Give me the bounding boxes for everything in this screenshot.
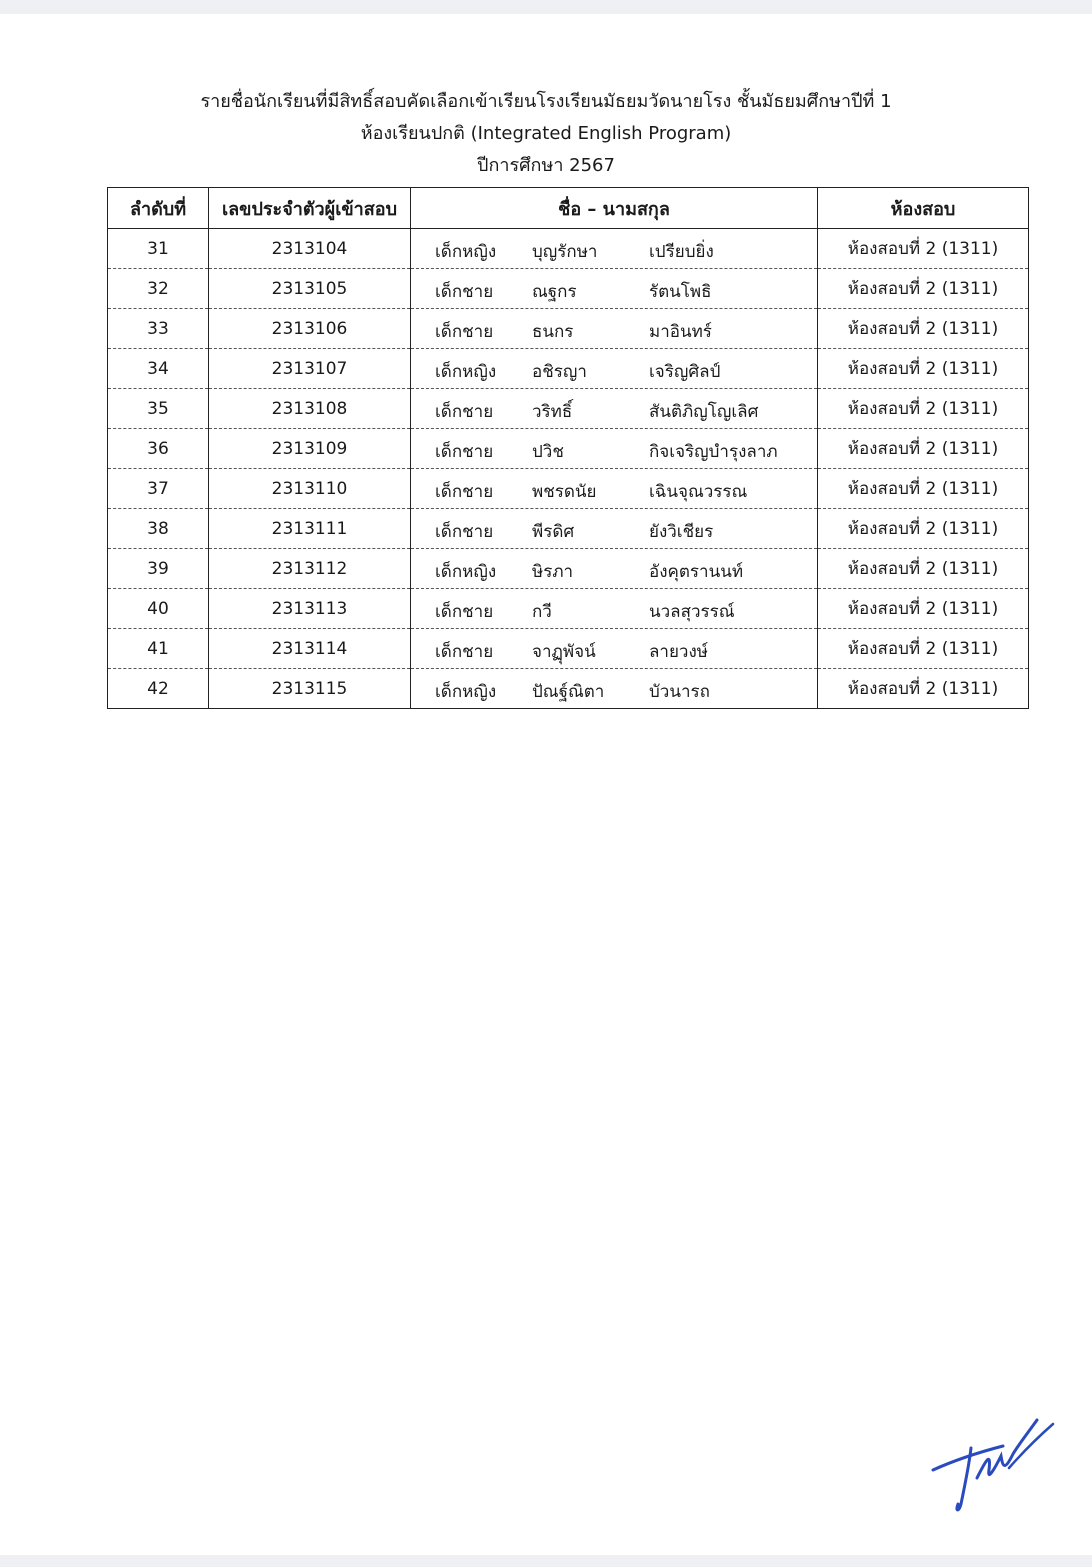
last-name: เฉินจุณวรรณ (649, 482, 748, 502)
seq-cell: 35 (108, 389, 209, 429)
first-name: ปัณฐ์ณิตา (532, 682, 605, 702)
exam-room-cell: ห้องสอบที่ 2 (1311) (818, 429, 1029, 469)
exam-room-cell: ห้องสอบที่ 2 (1311) (818, 549, 1029, 589)
name-cell (411, 469, 818, 509)
exam-id-cell: 2313111 (209, 509, 411, 549)
table-row (108, 549, 1029, 589)
table-row (108, 429, 1029, 469)
first-name: พชรดนัย (532, 482, 597, 502)
first-name: พีรดิศ (532, 522, 575, 542)
last-name: ลายวงษ์ (649, 642, 708, 662)
last-name: นวลสุวรรณ์ (649, 602, 735, 622)
seq-cell: 36 (108, 429, 209, 469)
last-name: ยังวิเชียร (649, 522, 714, 542)
first-name: ธนกร (532, 322, 574, 342)
exam-room-cell: ห้องสอบที่ 2 (1311) (818, 389, 1029, 429)
seq-cell: 37 (108, 469, 209, 509)
name-group (411, 269, 817, 308)
last-name: อังคุตรานนท์ (649, 562, 744, 582)
exam-id-cell: 2313114 (209, 629, 411, 669)
exam-room-cell: ห้องสอบที่ 2 (1311) (818, 589, 1029, 629)
name-group (411, 309, 817, 348)
last-name: รัตนโพธิ (649, 282, 712, 302)
name-title: เด็กหญิง (435, 682, 497, 702)
name-cell (411, 549, 818, 589)
name-group (411, 589, 817, 628)
name-cell (411, 309, 818, 349)
table-row (108, 229, 1029, 269)
name-title: เด็กชาย (435, 522, 494, 542)
exam-room-cell: ห้องสอบที่ 2 (1311) (818, 349, 1029, 389)
column-header-id: เลขประจำตัวผู้เข้าสอบ (209, 188, 411, 229)
name-group (411, 229, 817, 268)
name-cell (411, 229, 818, 269)
exam-room-cell: ห้องสอบที่ 2 (1311) (818, 629, 1029, 669)
academic-year: ปีการศึกษา 2567 (477, 155, 615, 176)
seq-cell: 39 (108, 549, 209, 589)
name-group (411, 469, 817, 508)
last-name: มาอินทร์ (649, 322, 712, 342)
name-group (411, 669, 817, 708)
first-name: บุญรักษา (532, 242, 598, 262)
exam-id-cell: 2313115 (209, 669, 411, 709)
name-group (411, 389, 817, 428)
name-title: เด็กชาย (435, 442, 494, 462)
column-header-room: ห้องสอบ (818, 188, 1029, 229)
exam-id-cell: 2313107 (209, 349, 411, 389)
name-title: เด็กชาย (435, 642, 494, 662)
last-name: สันติภิญโญเลิศ (649, 402, 759, 422)
name-cell (411, 269, 818, 309)
name-cell (411, 669, 818, 709)
table-row (108, 669, 1029, 709)
exam-room-cell: ห้องสอบที่ 2 (1311) (818, 509, 1029, 549)
exam-room-cell: ห้องสอบที่ 2 (1311) (818, 269, 1029, 309)
last-name: เปรียบยิ่ง (649, 242, 714, 262)
name-title: เด็กหญิง (435, 242, 497, 262)
column-header-seq: ลำดับที่ (108, 188, 209, 229)
exam-id-cell: 2313110 (209, 469, 411, 509)
exam-room-cell: ห้องสอบที่ 2 (1311) (818, 469, 1029, 509)
name-title: เด็กชาย (435, 402, 494, 422)
exam-id-cell: 2313109 (209, 429, 411, 469)
seq-cell: 38 (108, 509, 209, 549)
name-cell (411, 509, 818, 549)
page-bottom-band (0, 1555, 1092, 1567)
first-name: ปวิช (532, 442, 564, 462)
table-body (108, 229, 1029, 709)
exam-room-cell: ห้องสอบที่ 2 (1311) (818, 309, 1029, 349)
exam-id-cell: 2313113 (209, 589, 411, 629)
last-name: กิจเจริญบำรุงลาภ (649, 442, 778, 462)
name-cell (411, 429, 818, 469)
seq-cell: 33 (108, 309, 209, 349)
name-group (411, 549, 817, 588)
table-header-row (108, 188, 1029, 229)
name-title: เด็กหญิง (435, 362, 497, 382)
first-name: ษิรภา (532, 562, 574, 582)
seq-cell: 41 (108, 629, 209, 669)
table-row (108, 629, 1029, 669)
table-row (108, 589, 1029, 629)
table-row (108, 469, 1029, 509)
exam-id-cell: 2313104 (209, 229, 411, 269)
seq-cell: 31 (108, 229, 209, 269)
exam-id-cell: 2313105 (209, 269, 411, 309)
name-cell (411, 589, 818, 629)
name-cell (411, 389, 818, 429)
table-row (108, 309, 1029, 349)
exam-id-cell: 2313112 (209, 549, 411, 589)
first-name: จาฏุพัจน์ (532, 642, 596, 662)
table-row (108, 269, 1029, 309)
first-name: ณฐกร (532, 282, 577, 302)
name-title: เด็กชาย (435, 602, 494, 622)
last-name: เจริญศิลป์ (649, 362, 721, 382)
first-name: วริทธิ์ (532, 402, 573, 422)
name-title: เด็กหญิง (435, 562, 497, 582)
name-cell (411, 349, 818, 389)
table-row (108, 349, 1029, 389)
student-roster-table (107, 187, 1029, 709)
first-name: กวี (532, 602, 552, 622)
exam-room-cell: ห้องสอบที่ 2 (1311) (818, 229, 1029, 269)
page-top-band (0, 0, 1092, 14)
document-header (0, 86, 1092, 182)
name-group (411, 429, 817, 468)
name-title: เด็กชาย (435, 482, 494, 502)
table-row (108, 509, 1029, 549)
seq-cell: 32 (108, 269, 209, 309)
last-name: บัวนารถ (649, 682, 710, 702)
table-row (108, 389, 1029, 429)
column-header-name: ชื่อ – นามสกุล (411, 188, 818, 229)
exam-id-cell: 2313106 (209, 309, 411, 349)
document-subtitle: ห้องเรียนปกติ (Integrated English Program) (360, 123, 732, 144)
document-title: รายชื่อนักเรียนที่มีสิทธิ์สอบคัดเลือกเข้าเรียนโรงเรียนมัธยมวัดนายโรง ชั้นมัธยมศึกษาปีที่ 1 (200, 91, 892, 112)
name-group (411, 349, 817, 388)
exam-room-cell: ห้องสอบที่ 2 (1311) (818, 669, 1029, 709)
name-title: เด็กชาย (435, 322, 494, 342)
seq-cell: 42 (108, 669, 209, 709)
name-group (411, 629, 817, 668)
exam-id-cell: 2313108 (209, 389, 411, 429)
signature-mark (925, 1408, 1065, 1518)
name-title: เด็กชาย (435, 282, 494, 302)
seq-cell: 40 (108, 589, 209, 629)
name-cell (411, 629, 818, 669)
first-name: อชิรญา (532, 362, 587, 382)
name-group (411, 509, 817, 548)
seq-cell: 34 (108, 349, 209, 389)
